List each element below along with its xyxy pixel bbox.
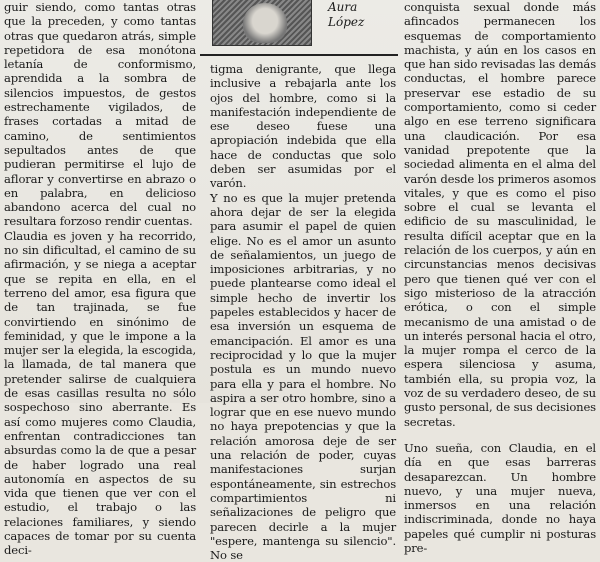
column-middle bbox=[210, 62, 396, 562]
paragraph: Y no es que la mujer pretenda ahora dejar de ser la elegida para asumir el papel de quien elige. No es el amor un asunto de señalamientos, un juego de imposiciones arbitrarias, y no puede plantearse como ideal el simple hecho de invertir los papeles establecidos y hacer de esa inversión un esquema de emancipación. El amor es una reciprocidad y lo que la mujer postula es un mundo nuevo para ella y para el hombre. No aspira a ser otro hombre, sino a lograr que en ese nuevo mundo no haya prepotencias y que la relación amorosa deje de ser una relación de poder, cuyas manifestaciones surjan espontáneamente, sin estrechos compartimientos ni señalizaciones de peligro que parecen decirle a la mujer "espere, mantenga su silencio". No se bbox=[210, 190, 396, 562]
paragraph: conquista sexual donde más afincados permanecen los esquemas de comportamiento machista, y aún en los casos en que han sido revisadas las demás conductas, el hombre parece preservar ese estadio de su comportamiento, como si ceder algo en ese terreno significara una claudicación. Por esa vanidad prepotente que la sociedad alimenta en el alma del varón desde los primeros asomos vitales, y que es como el piso sobre el cual se levanta el edificio de su masculinidad, le resulta difícil aceptar que en la relación de los cuerpos, y aún en circunstancias menos decisivas pero que tienen qué ver con el sigo misterioso de la atracción erótica, o con el simple mecanismo de una amistad o de un interés personal hacia el otro, la mujer rompa el cerco de la espera silenciosa y asuma, también ella, su propia voz, la voz de su verdadero deseo, de su gusto personal, de sus decisiones secretas. bbox=[404, 0, 596, 429]
column-left bbox=[4, 0, 196, 558]
author-header bbox=[204, 0, 394, 56]
author-byline bbox=[328, 0, 364, 30]
author-photo bbox=[212, 0, 312, 46]
paragraph: Uno sueña, con Claudia, en el día en que esas barreras desaparezcan. Un hombre nuevo, y una mujer nueva, inmersos en una relación indiscriminada, donde no haya papeles qué cumplir ni posturas pre- bbox=[404, 440, 596, 555]
paragraph-gap bbox=[404, 429, 596, 441]
author-last-name: López bbox=[328, 15, 365, 29]
paragraph: Claudia es joven y ha recorrido, no sin dificultad, el camino de su afirmación, y se niega a aceptar que se repita en ella, en el terreno del amor, esa figura que de tan trajinada, se fue convirtiendo en sinónimo de feminidad, y que le impone a la mujer ser la elegida, la escogida, la llamada, de tal manera que pretender salirse de cualquiera de esas casillas resulta no sólo sospechoso sino aberrante. Es así como mujeres como Claudia, enfrentan contradicciones tan absurdas como la de que a pesar de haber logrado una real autonomía en aspectos de su vida que tienen que ver con el estudio, el trabajo o las relaciones familiares, y siendo capaces de tomar por su cuenta deci- bbox=[4, 228, 196, 558]
paragraph: guir siendo, como tantas otras que la preceden, y como tantas otras que quedaron atrás, simple repetidora de esa monótona letanía de conformismo, aprendida a la sombra de silencios impuestos, de gestos estrechamente vigilados, de frases cortadas a mitad de camino, de sentimientos sepultados antes de que pudieran permitirse el lujo de aflorar y convertirse en abrazo o en palabra, en delicioso abandono acerca del cual no resultara forzoso rendir cuentas. bbox=[4, 0, 196, 229]
column-right bbox=[404, 0, 596, 555]
author-face bbox=[243, 3, 287, 43]
paragraph: tigma denigrante, que llega inclusive a rebajarla ante los ojos del hombre, como si la manifestación independiente de ese deseo fuese una apropiación indebida que ella hace de conductas que solo deben ser asumidas por el varón. bbox=[210, 62, 396, 191]
author-first-name: Aura bbox=[328, 0, 358, 14]
header-divider bbox=[200, 54, 398, 56]
